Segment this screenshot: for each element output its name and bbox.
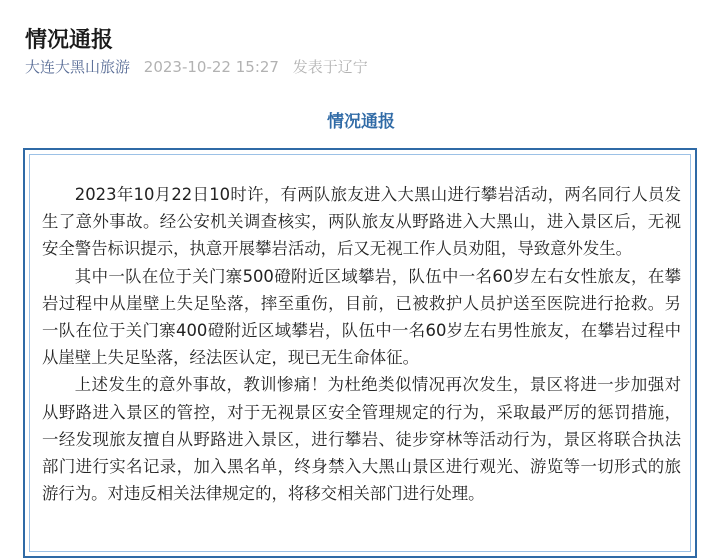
author-link[interactable]: 大连大黑山旅游	[25, 58, 131, 76]
notice-paragraph-3: 上述发生的意外事故，教训惨痛！为杜绝类似情况再次发生，景区将进一步加强对从野路进入景区的管控，对于无视景区安全管理规定的行为，采取最严厉的惩罚措施，一经发现旅友擅自从野路进入景区，进行攀岩、徒步穿林等活动行为，景区将联合执法部门进行实名记录，加入黑名单，终身禁入大黑山景区进行观光、游览等一切形式的旅游行为。对违反相关法律规定的，将移交相关部门进行处理。	[42, 375, 681, 504]
article-meta	[25, 56, 368, 78]
publish-date: 2023-10-22 15:27	[143, 58, 279, 76]
notice-body	[42, 181, 681, 507]
article-title: 情况通报	[25, 27, 114, 53]
notice-heading: 情况通报	[327, 112, 395, 132]
notice-paragraph-2: 其中一队在位于关门寨500磴附近区域攀岩，队伍中一名60岁左右女性旅友，在攀岩过程中从崖壁上失足坠落，摔至重伤，目前，已被救护人员护送至医院进行抢救。另一队在位于关门寨400磴附近区域攀岩，队伍中一名60岁左右男性旅友，在攀岩过程中从崖壁上失足坠落，经法医认定，现已无生命体征。	[42, 266, 681, 368]
publish-location: 发表于辽宁	[292, 58, 368, 76]
notice-paragraph-1: 2023年10月22日10时许，有两队旅友进入大黑山进行攀岩活动，两名同行人员发生了意外事故。经公安机关调查核实，两队旅友从野路进入大黑山，进入景区后，无视安全警告标识提示，执意开展攀岩活动，后又无视工作人员劝阻，导致意外发生。	[42, 185, 681, 259]
